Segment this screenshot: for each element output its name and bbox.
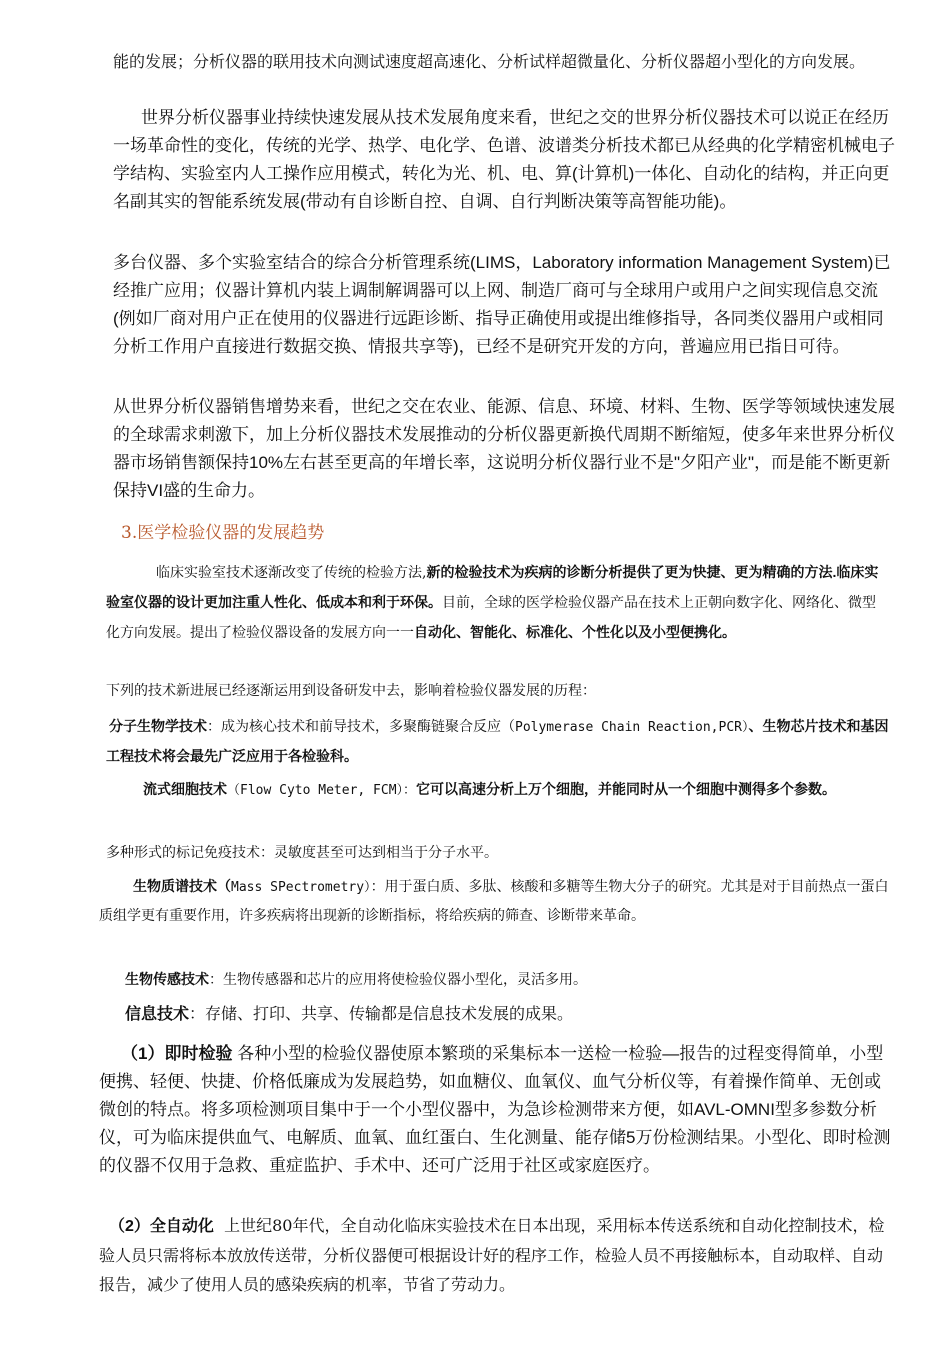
paragraph-automation [99,1211,889,1299]
flow-cytometry-latin: （Flow Cyto Meter, FCM）： [227,783,417,798]
paragraph-analytical-trends: 世界分析仪器事业持续快速发展从技术发展角度来看，世纪之交的世界分析仪器技术可以说正在经历一场革命性的变化，传统的光学、热学、电化学、色谱、波谱类分析技术都已从经典的化学精密机械电子学结构、实验室内人工操作应用模式，转化为光、机、电、算(计算机)一体化、自动化的结构，并正向更名副其实的智能系统发展(带动有自诊断自控、自调、自行判断决策等高智能功能)。 [113,108,895,211]
paragraph-continuation: 能的发展；分析仪器的联用技术向测试速度超高速化、分析试样超微量化、分析仪器超小型化的方向发展。 [113,52,866,71]
paragraph-market: 从世界分析仪器销售增势来看，世纪之交在农业、能源、信息、环境、材料、生物、医学等领域快速发展的全球需求刺激下，加上分析仪器技术发展推动的分析仪器更新换代周期不断缩短，使多年来世界分析仪器市场销售额保持10%左右甚至更高的年增长率，这说明分析仪器行业不是"夕阳产业"，而是能不断更新保持VI盛的生命力。 [113,397,895,500]
pcr-term: Polymerase Chain Reaction,PCR） [515,720,749,735]
paragraph-biosensor [125,965,895,994]
mass-spec-term: 生物质谱技术（ [133,878,231,894]
paragraph-mass-spec [99,872,889,931]
info-tech-desc: ：存储、打印、共享、传输都是信息技术发展的成果。 [189,1004,574,1023]
paragraph-lims: 多台仪器、多个实验室结合的综合分析管理系统(LIMS，Laboratory information Management System)已经推广应用；仪器计算机内装上调制解调器可以上网、制造厂商可与全球用户或用户之间实现信息交流(例如厂商对用户正在使用的仪器进行远距诊断、指导正确使用或提出维修指导，各同类仪器用户或相同分析工作用户直接进行数据交换、情报共享等)，已经不是研究开发的方向，普遍应用已指日可待。 [113,253,891,356]
paragraph-flow-cytometry [55,775,895,805]
biosensor-term: 生物传感技术 [125,971,209,987]
molecular-biology-apps: 、生物芯片技术和基因工程技术将会最先广泛应用于各检验科。 [106,718,889,764]
automation-desc: 上世纪80年代，全自动化临床实验技术在日本出现，采用标本传送系统和自动化控制技术，检验人员只需将标本放放传送带，分析仪器便可根据设计好的程序工作，检验人员不再接触标本，自动取样、自动报告，减少了使用人员的感染疾病的机率，节省了劳动力。 [99,1216,885,1294]
section-heading: 3.医学检验仪器的发展趋势 [121,523,325,543]
paragraph-immunoassay: 多种形式的标记免疫技术：灵敏度甚至可达到相当于分子水平。 [106,845,498,861]
flow-cytometry-desc: 它可以高速分析上万个细胞，并能同时从一个细胞中测得多个参数。 [416,781,837,797]
clinical-lab-goals: 自动化、智能化、标准化、个性化以及小型便携化。 [414,624,736,640]
info-tech-term: 信息技术 [125,1006,190,1023]
paragraph-tech-intro: 下列的技术新进展已经逐渐运用到设备研发中去，影响着检验仪器发展的历程： [106,683,596,699]
molecular-biology-term: 分子生物学技术 [109,718,207,734]
paragraph-clinical-lab [106,558,888,648]
clinical-lab-direction: 目前，全球的医学检验仪器产品在技术上正朝向数字化、网络化、微型化方向发展。提出了检验仪器设备的发展方向一一 [106,595,876,641]
clinical-lab-highlight: 新的检验技术为疾病的诊断分析提供了更为快捷、更为精确的方法.临床实验室仪器的设计更加注重人性化、低成本和利于环保。 [106,564,879,610]
poct-term: （1）即时检验 [121,1044,233,1063]
paragraph-poct [99,1040,896,1180]
mass-spec-desc: ：用于蛋白质、多肽、核酸和多糖等生物大分子的研究。尤其是对于目前热点一蛋白质组学更有重要作用，许多疾病将出现新的诊断指标，将给疾病的筛查、诊断带来革命。 [99,879,889,924]
biosensor-desc: ：生物传感器和芯片的应用将使检验仪器小型化，灵活多用。 [209,972,587,988]
poct-desc: 各种小型的检验仪器使原本繁琐的采集标本一送检一检验—报告的过程变得简单，小型便携、轻便、快捷、价格低廉成为发展趋势，如血糖仪、血氧仪、血气分析仪等，有着操作简单、无创或微创的特点。将多项检测项目集中于一个小型仪器中，为急诊检测带来方便，如AVL-OMNI型多参数分析仪，可为临床提供血气、电解质、血氧、血红蛋白、生化测量、能存储5万份检测结果。小型化、即时检测的仪器不仅用于急救、重症监护、手术中、还可广泛用于社区或家庭医疗。 [99,1044,891,1175]
molecular-biology-desc: ：成为核心技术和前导技术，多聚酶链聚合反应（ [207,719,515,735]
paragraph-info-tech [125,1000,895,1029]
flow-cytometry-term: 流式细胞技术 [143,781,227,797]
clinical-lab-intro: 临床实验室技术逐渐改变了传统的检验方法, [156,565,427,581]
mass-spec-latin: Mass SPectrometry） [231,880,371,895]
automation-term: （2）全自动化 [109,1218,214,1235]
paragraph-molecular-biology [106,712,896,771]
